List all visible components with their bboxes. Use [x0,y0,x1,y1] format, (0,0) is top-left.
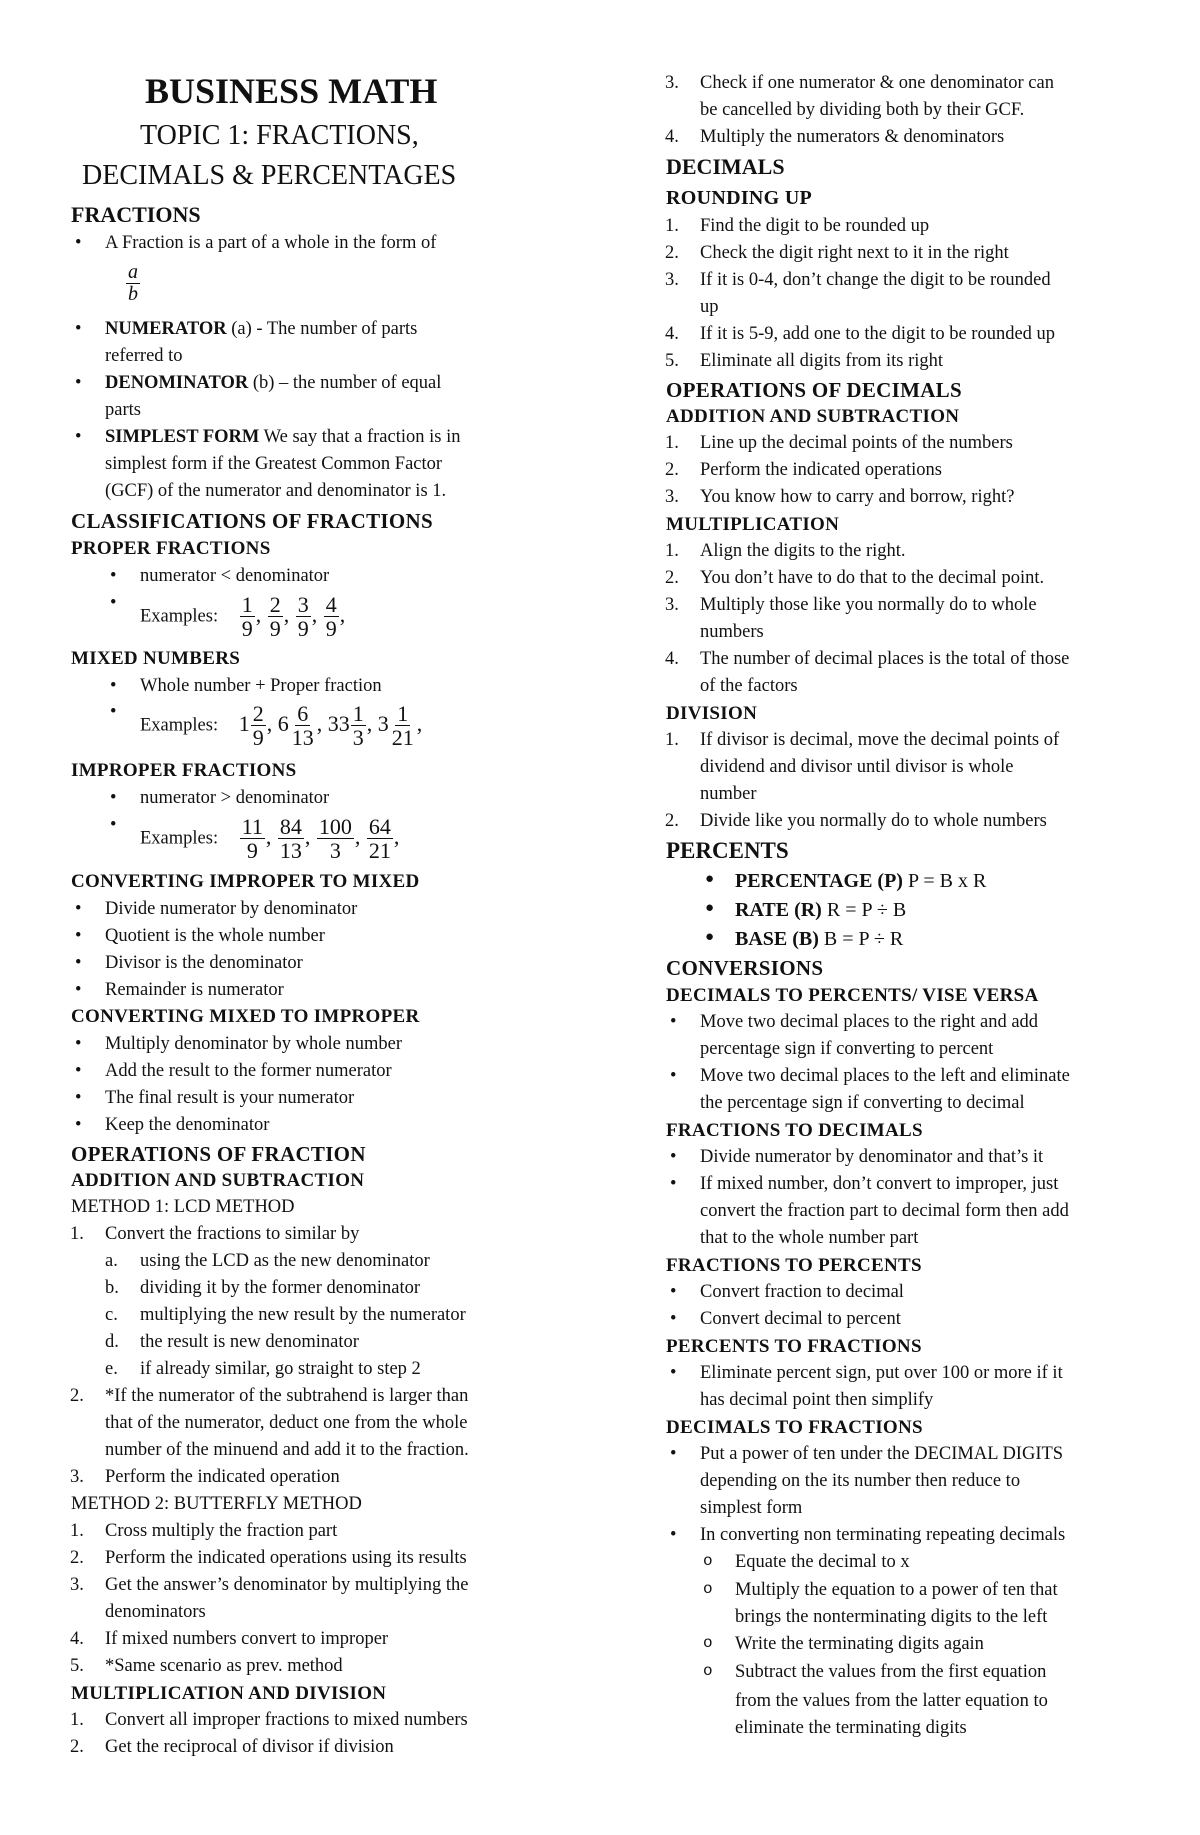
mixed-ex1-num: 2 [252,701,264,726]
md-step-1-text: Convert all improper fractions to mixed numbers [105,1710,468,1730]
rounding-heading: ROUNDING UP [666,187,813,209]
numerator-definition [105,319,417,340]
md-step-2: 2. Get the reciprocal of divisor if division [70,1737,394,1757]
mixed-examples-values: 1 $\frac{2}{9}$ , 6 $\frac{6}{13}$ , 33 $\frac{1}{3}$ , 3 $\frac{1}{21}$ , [238,701,423,751]
dec-add-1: 1. Line up the decimal points of the numbers [665,433,1013,453]
dec-to-frac-heading: DECIMALS TO FRACTIONS [666,1417,923,1438]
improper-ex2-num: 84 [279,814,302,839]
dec-mult-3-text: Multiply those like you normally do to whole [700,595,1037,615]
m2-step-2: 2. Perform the indicated operations using its results [70,1548,467,1568]
df-sub-2: o Multiply the equation to a power of ten that [735,1580,1058,1601]
dp-item-1b: percentage sign if converting to percent [700,1039,994,1059]
denominator-text: (b) – the number of equal [252,373,442,393]
base-term: BASE (B) [735,928,819,950]
df-sub-2b: brings the nonterminating digits to the left [735,1607,1048,1627]
m2-step-5: 5. *Same scenario as prev. method [70,1656,343,1676]
m1-sub-c-text: multiplying the new result by the numerator [140,1305,466,1325]
percentage-formula-text: P = B x R [907,870,987,892]
mixed-to-improper-heading: CONVERTING MIXED TO IMPROPER [71,1006,420,1027]
rt-step-3: 3. Check if one numerator & one denominator can [665,73,1054,93]
m1-sub-a [105,1251,430,1272]
improper-ex4-den: 21 [368,838,391,864]
base-formula-text: B = P ÷ R [823,928,904,950]
mixed-heading: MIXED NUMBERS [71,648,241,669]
mti-item-4: • Keep the denominator [105,1115,269,1136]
numerator-text: (a) - The number of parts [231,319,418,339]
improper-examples-values: $\frac{11}{9}$ , $\frac{84}{13}$ , $\frac{100}{3}$ , $\frac{64}{21}$ , [241,814,400,864]
improper-ex2-den: 13 [279,838,302,864]
rt-step-3b: be cancelled by dividing both by their GCF. [700,100,1025,120]
decimal-addsub-heading: ADDITION AND SUBTRACTION [666,406,960,427]
proper-ex3-num: 3 [297,592,309,617]
df-item-1c: simplest form [700,1498,803,1518]
dec-mult-2: 2. You don’t have to do that to the decimal point. [665,568,1045,588]
m1-step-1: 1. Convert the fractions to similar by [70,1224,360,1244]
dec-add-3-text: You know how to carry and borrow, right? [700,487,1015,507]
m2-step-3b: denominators [105,1602,206,1622]
simplest-term: SIMPLEST FORM [105,427,260,447]
page-title: BUSINESS MATH [145,71,438,111]
round-step-3b: up [700,297,719,317]
rate-formula [735,899,906,922]
md-step-2-text: Get the reciprocal of divisor if division [105,1737,394,1757]
fd-item-2b: convert the fraction part to decimal form then add [700,1201,1069,1221]
proper-ex3-den: 9 [297,616,309,642]
m1-step-2c: number of the minuend and add it to the fraction. [105,1440,469,1460]
dec-mult-3: 3. Multiply those like you normally do to whole [665,595,1037,615]
percents-heading: PERCENTS [666,838,789,863]
m1-sub-b [105,1278,420,1299]
improper-examples [140,815,399,862]
m1-step-1-text: Convert the fractions to similar by [105,1224,360,1244]
m2-step-5-text: *Same scenario as prev. method [105,1656,343,1676]
round-step-5: 5. Eliminate all digits from its right [665,351,944,371]
simplest-text: We say that a fraction is in [263,427,461,447]
rate-term: RATE (R) [735,899,822,921]
topic-title-line1: TOPIC 1: FRACTIONS, [140,120,419,151]
dec-mult-4-text: The number of decimal places is the total of those [700,649,1070,669]
improper-ex1-den: 9 [246,838,258,864]
pct-to-frac-heading: PERCENTS TO FRACTIONS [666,1336,922,1357]
dp-item-2: • Move two decimal places to the left and eliminate [700,1066,1070,1087]
m1-sub-d-letter: d. [105,1332,119,1352]
method1-label: METHOD 1: LCD METHOD [71,1197,295,1217]
m1-sub-d-text: the result is new denominator [140,1332,359,1352]
proper-examples-values: $\frac{1}{9}$ , $\frac{2}{9}$ , $\frac{3}{9}$ , $\frac{4}{9}$ , [241,592,346,642]
denominator-cont: parts [105,400,141,420]
dec-mult-3b: numbers [700,622,764,642]
proper-rule: • numerator < denominator [140,566,329,587]
pf-item-1: • Eliminate percent sign, put over 100 or more if it [700,1363,1063,1384]
proper-examples [140,593,345,640]
dec-to-pct-heading: DECIMALS TO PERCENTS/ VISE VERSA [666,985,1039,1006]
proper-ex2-num: 2 [269,592,281,617]
md-step-1: 1. Convert all improper fractions to mixed numbers [70,1710,468,1730]
method2-label: METHOD 2: BUTTERFLY METHOD [71,1494,362,1514]
mixed-ex1-den: 9 [252,725,264,751]
df-item-2: • In converting non terminating repeating decimals [700,1525,1065,1546]
decimal-mult-heading: MULTIPLICATION [666,514,840,535]
conversions-heading: CONVERSIONS [666,956,824,980]
round-step-4-text: If it is 5-9, add one to the digit to be rounded up [700,324,1056,344]
numerator-cont: referred to [105,346,183,366]
fraction-a: a [128,261,138,283]
proper-ex4-den: 9 [325,616,337,642]
dec-mult-1: 1. Align the digits to the right. [665,541,906,561]
mti-item-3: • The final result is your numerator [105,1088,354,1109]
examples-label: Examples: [140,715,219,736]
m1-sub-b-text: dividing it by the former denominator [140,1278,421,1298]
decimals-heading: DECIMALS [666,154,785,179]
frac-to-pct-heading: FRACTIONS TO PERCENTS [666,1255,922,1276]
dec-mult-2-text: You don’t have to do that to the decimal point. [700,568,1045,588]
mixed-ex2-den: 13 [291,725,314,751]
round-step-1: 1. Find the digit to be rounded up [665,216,930,236]
mixed-ex2-whole: 6 [277,710,289,736]
simplest-cont1: simplest form if the Greatest Common Factor [105,454,443,474]
df-sub-3: o Write the terminating digits again [735,1634,984,1655]
df-sub-4c: eliminate the terminating digits [735,1718,967,1738]
m1-sub-e-text: if already similar, go straight to step 2 [140,1359,421,1379]
decimal-ops-heading: OPERATIONS OF DECIMALS [666,378,962,402]
dec-add-3: 3. You know how to carry and borrow, right? [665,487,1015,507]
m1-sub-b-letter: b. [105,1278,119,1298]
m1-step-2b: that of the numerator, deduct one from the whole [105,1413,468,1433]
mixed-ex1-whole: 1 [238,710,250,736]
m1-sub-c [105,1305,466,1326]
dec-add-2-text: Perform the indicated operations [700,460,942,480]
improper-ex3-num: 100 [318,814,352,839]
m1-sub-c-letter: c. [105,1305,118,1325]
round-step-5-text: Eliminate all digits from its right [700,351,944,371]
dec-div-2-text: Divide like you normally do to whole numbers [700,811,1047,831]
fraction-definition: • A Fraction is a part of a whole in the form of [105,233,436,254]
itm-item-3: • Divisor is the denominator [105,953,303,974]
improper-heading: IMPROPER FRACTIONS [71,760,297,781]
fraction-addsub-heading: ADDITION AND SUBTRACTION [71,1170,365,1191]
mixed-ex3-whole: 33 [327,710,350,736]
round-step-3-text: If it is 0-4, don’t change the digit to be rounded [700,270,1051,290]
improper-to-mixed-heading: CONVERTING IMPROPER TO MIXED [71,871,420,892]
m1-sub-e-letter: e. [105,1359,118,1379]
m1-step-2-text: *If the numerator of the subtrahend is larger than [105,1386,469,1406]
improper-ex1-num: 11 [241,814,263,839]
df-sub-1: o Equate the decimal to x [735,1552,910,1573]
dec-mult-4b: of the factors [700,676,798,696]
mixed-ex4-den: 21 [391,725,414,751]
fd-item-1: • Divide numerator by denominator and that’s it [700,1147,1043,1168]
round-step-4: 4. If it is 5-9, add one to the digit to be rounded up [665,324,1056,344]
pf-item-1b: has decimal point then simplify [700,1390,934,1410]
m2-step-4: 4. If mixed numbers convert to improper [70,1629,389,1649]
fraction-b: b [128,283,138,305]
proper-ex4-num: 4 [325,592,337,617]
itm-item-1: • Divide numerator by denominator [105,899,357,920]
operations-fraction-heading: OPERATIONS OF FRACTION [71,1142,366,1166]
m1-sub-a-letter: a. [105,1251,118,1271]
mti-item-1: • Multiply denominator by whole number [105,1034,402,1055]
m1-sub-d [105,1332,359,1353]
dec-div-1-text: If divisor is decimal, move the decimal points of [700,730,1060,750]
fd-item-2: • If mixed number, don’t convert to improper, just [700,1174,1058,1195]
dec-div-1b: dividend and divisor until divisor is whole [700,757,1014,777]
df-item-1b: depending on the its number then reduce to [700,1471,1021,1491]
m1-sub-e [105,1359,421,1380]
examples-label: Examples: [140,606,219,627]
round-step-3: 3. If it is 0-4, don’t change the digit to be rounded [665,270,1051,290]
itm-item-2: • Quotient is the whole number [105,926,325,947]
m2-step-1: 1. Cross multiply the fraction part [70,1521,338,1541]
round-step-1-text: Find the digit to be rounded up [700,216,930,236]
dec-add-2: 2. Perform the indicated operations [665,460,942,480]
proper-heading: PROPER FRACTIONS [71,538,271,559]
m1-sub-a-text: using the LCD as the new denominator [140,1251,430,1271]
rt-step-3-text: Check if one numerator & one denominator can [700,73,1054,93]
m2-step-3-text: Get the answer’s denominator by multiplying the [105,1575,469,1595]
classifications-heading: CLASSIFICATIONS OF FRACTIONS [71,509,433,533]
m2-step-1-text: Cross multiply the fraction part [105,1521,338,1541]
simplest-cont2: (GCF) of the numerator and denominator is 1. [105,481,447,501]
percentage-term: PERCENTAGE (P) [735,870,903,892]
simplest-form-definition [105,427,460,448]
denominator-term: DENOMINATOR [105,373,249,393]
m1-step-2: 2. *If the numerator of the subtrahend is larger than [70,1386,469,1406]
fraction-muldiv-heading: MULTIPLICATION AND DIVISION [71,1683,387,1704]
denominator-definition [105,373,441,394]
dp-item-1: • Move two decimal places to the right and add [700,1012,1038,1033]
dec-mult-4: 4. The number of decimal places is the total of those [665,649,1070,669]
proper-ex1-num: 1 [241,592,253,617]
df-sub-4: o Subtract the values from the first equation [735,1662,1046,1683]
round-step-2: 2. Check the digit right next to it in the right [665,243,1009,263]
numerator-term: NUMERATOR [105,319,227,339]
mixed-ex4-whole: 3 [377,710,389,736]
dec-div-1c: number [700,784,757,804]
dec-div-1: 1. If divisor is decimal, move the decimal points of [665,730,1060,750]
mixed-ex2-num: 6 [297,701,309,726]
df-sub-4b: from the values from the latter equation to [735,1691,1048,1711]
df-item-1: • Put a power of ten under the DECIMAL DIGITS [700,1444,1063,1465]
m2-step-4-text: If mixed numbers convert to improper [105,1629,389,1649]
dec-add-1-text: Line up the decimal points of the numbers [700,433,1013,453]
decimal-div-heading: DIVISION [666,703,758,724]
dec-mult-1-text: Align the digits to the right. [700,541,906,561]
fp-item-2: • Convert decimal to percent [700,1309,901,1330]
rt-step-4-text: Multiply the numerators & denominators [700,127,1005,147]
m2-step-2-text: Perform the indicated operations using its results [105,1548,467,1568]
itm-item-4: • Remainder is numerator [105,980,284,1001]
proper-ex1-den: 9 [241,616,253,642]
base-formula [735,928,903,951]
fractions-heading: FRACTIONS [71,202,201,227]
frac-to-dec-heading: FRACTIONS TO DECIMALS [666,1120,923,1141]
improper-ex4-num: 64 [368,814,391,839]
round-step-2-text: Check the digit right next to it in the right [700,243,1009,263]
fp-item-1: • Convert fraction to decimal [700,1282,904,1303]
m2-step-3: 3. Get the answer’s denominator by multiplying the [70,1575,469,1595]
m1-step-3-text: Perform the indicated operation [105,1467,340,1487]
rt-step-4: 4. Multiply the numerators & denominators [665,127,1005,147]
examples-label: Examples: [140,828,219,849]
rate-formula-text: R = P ÷ B [826,899,907,921]
mti-item-2: • Add the result to the former numerator [105,1061,392,1082]
dec-div-2: 2. Divide like you normally do to whole numbers [665,811,1047,831]
mixed-rule: • Whole number + Proper fraction [140,676,382,697]
proper-ex2-den: 9 [269,616,281,642]
mixed-examples [140,702,422,749]
fd-item-2c: that to the whole number part [700,1228,919,1248]
m1-step-3: 3. Perform the indicated operation [70,1467,340,1487]
topic-title-line2: DECIMALS & PERCENTAGES [82,160,457,191]
improper-rule: • numerator > denominator [140,788,329,809]
fraction-a-over-b [125,262,141,305]
mixed-ex3-den: 3 [352,725,364,751]
improper-ex3-den: 3 [329,838,341,864]
percentage-formula [735,870,986,893]
mixed-ex3-num: 1 [352,701,364,726]
mixed-ex4-num: 1 [397,701,409,726]
dp-item-2b: the percentage sign if converting to decimal [700,1093,1025,1113]
